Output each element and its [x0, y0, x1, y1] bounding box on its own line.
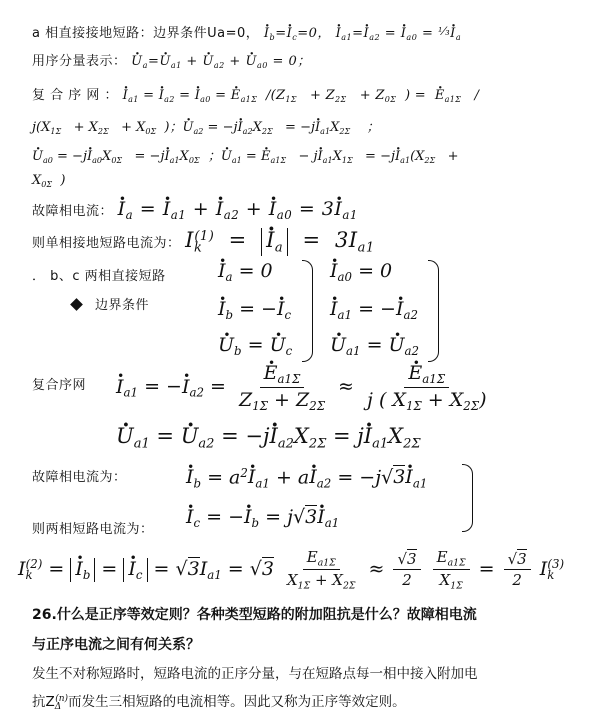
text-composite-bc-label: 复合序网	[32, 378, 87, 393]
answer-text-line-2a: 抗Z	[32, 694, 55, 710]
voltage-sequence-line: · $U_{a0} = -j\cdot I_{a0}X_{0\Sigma} = -j\cdot I_{a1}X_{0\Sigma}$ ；· $U_{a1}$ = · $E_{a1\Sigma} - j\cdot I_{a1}X_{1\Sigma} = -j\cdot I_{a1}(X_{2\Sigma}$ +	[32, 145, 459, 165]
sequence-representation-line: 用序分量表示： · $U_a=\cdot U_{a1}$ + · $U_{a2}$ + · $U_{a0} = 0$；	[32, 50, 311, 70]
eq-ib-minus-ic: · $I_b$ = −· $I_c$	[218, 298, 291, 322]
composite-network-line-2: $j(X_{1\Sigma} + X_{2\Sigma} + X_{0\Sigma}$ )；· $U_{a2} = -j\cdot I_{a2}X_{2\Sigma} = -j\cdot I_{a1}X_{2\Sigma}$ ；	[32, 116, 380, 136]
text-composite-label: 复 合 序 网 ：	[32, 88, 119, 103]
eq-ia1-fraction: · $I_{a1}$ = −· $I_{a2}$ = · $\frac{E_{a1\Sigma}}{Z_{1\Sigma} + Z_{2\Sigma}}$ ≈ · $\frac{E_{a1\Sigma}}{j ( X_{1\Sigma} + X_{2\Sigma})}$	[116, 362, 494, 413]
eq-ib-expression: · $I_b = a^2\cdot I_{a1} + a\cdot I_{a2} = -j√3\cdot I_{a1}$	[186, 466, 427, 491]
text-bc-heading: ． b、c 两相直接短路	[32, 269, 166, 284]
text-single-phase-heading: a 相直接接地短路：边界条件	[32, 26, 208, 41]
eq-two-phase-final: $I_k^{(2)}$ = · $I_b$ = · $I_c = √3I_{a1} = √3$ $\frac{E_{a1\Sigma}}{X_{1\Sigma} + X_{2\Sigma}}$ ≈ $\frac{√3}{2}$ $\frac{E_{a1\Sigma}}{X_{1\Sigma}}$ = $\frac{√3}{2}$ $I_k^{(3)}$	[18, 548, 564, 592]
right-brace-3	[462, 464, 473, 532]
text-single-phase-current-label: 则单相接地短路电流为：	[32, 236, 181, 251]
two-phase-current-line	[32, 518, 154, 537]
text-fault-current-label: 故障相电流：	[32, 204, 114, 219]
composite-network-bc-line	[32, 374, 86, 393]
question-text-line-2: 与正序电流之间有何关系？	[32, 637, 200, 653]
right-brace-2	[428, 260, 439, 362]
eq-ia0-zero: · $I_{a0} = 0$	[330, 260, 392, 284]
text-ua-zero: Ua=0，	[207, 26, 260, 41]
single-phase-current-line: 则单相接地短路电流为： $I_k^{(1)}$ = · $I_a = 3I_{a1}$	[32, 228, 375, 256]
eq-ub-uc: · $U_b$ = · $U_c$	[218, 334, 292, 358]
eq-ia1-minus-ia2: · $I_{a1}$ = −· $I_{a2}$	[330, 298, 418, 322]
fault-current-bc-line	[32, 466, 127, 485]
answer-text-line-1: 发生不对称短路时，短路电流的正序分量，与在短路点每一相中接入附加电	[32, 666, 478, 682]
question-text-line-1: 什么是正序等效定则？各种类型短路的附加阻抗是什么？故障相电流	[56, 607, 477, 623]
text-sequence-label: 用序分量表示：	[32, 54, 127, 69]
composite-network-line-1: 复 合 序 网 ： · $I_{a1}$ = · $I_{a2}$ = · $I_{a0}$ = · $E_{a1\Sigma}$ $/(Z_{1\Sigma} + Z_{2\Sigma} + Z_{0\Sigma}$ ) = · $E_{a1\Sigma}$ /	[32, 84, 479, 104]
question-26-line-1	[32, 604, 477, 624]
answer-line-1	[32, 662, 478, 682]
boundary-conditions-bullet	[40, 294, 149, 313]
eq-ic-expression: · $I_c$ = −· $I_b = j√3\cdot I_{a1}$	[186, 506, 339, 530]
question-number: 26.	[32, 607, 57, 623]
fault-phase-current-line: 故障相电流： · $I_a$ = · $I_{a1}$ + · $I_{a2}$ + · $I_{a0} = 3\cdot I_{a1}$	[32, 198, 358, 222]
diamond-bullet-icon	[70, 298, 83, 311]
bc-section-heading	[32, 265, 166, 284]
question-26-line-2	[32, 634, 200, 654]
text-boundary-label: 边界条件	[95, 298, 150, 313]
text-fault-current-bc-label: 故障相电流为：	[32, 470, 127, 485]
answer-line-2: 抗$Z_\Delta^{(n)}$而发生三相短路的电流相等。因此又称为正序等效定则。	[32, 694, 406, 713]
text-two-phase-label: 则两相短路电流为：	[32, 522, 154, 537]
eq-ua1-ua2-voltage: · $U_{a1}$ = · $U_{a2} = -j\cdot I_{a2}X_{2\Sigma} = j\cdot I_{a1}X_{2\Sigma}$	[116, 424, 421, 452]
right-brace-1	[302, 260, 313, 362]
eq-ia-zero: · $I_a = 0$	[218, 260, 273, 284]
answer-text-line-2b: 而发生三相短路的电流相等。因此又称为正序等效定则。	[68, 694, 406, 710]
eq-ua1-ua2: · $U_{a1}$ = · $U_{a2}$	[330, 334, 419, 358]
voltage-sequence-line-cont: $X_{0\Sigma}$ )	[32, 173, 66, 189]
boundary-condition-line-a: a 相直接接地短路：边界条件Ua=0， · $I_b=\cdot I_c=0$， · $I_{a1}=\cdot I_{a2}$ = · $I_{a0}$ = ¹⁄₃· $I_a$	[32, 22, 461, 42]
